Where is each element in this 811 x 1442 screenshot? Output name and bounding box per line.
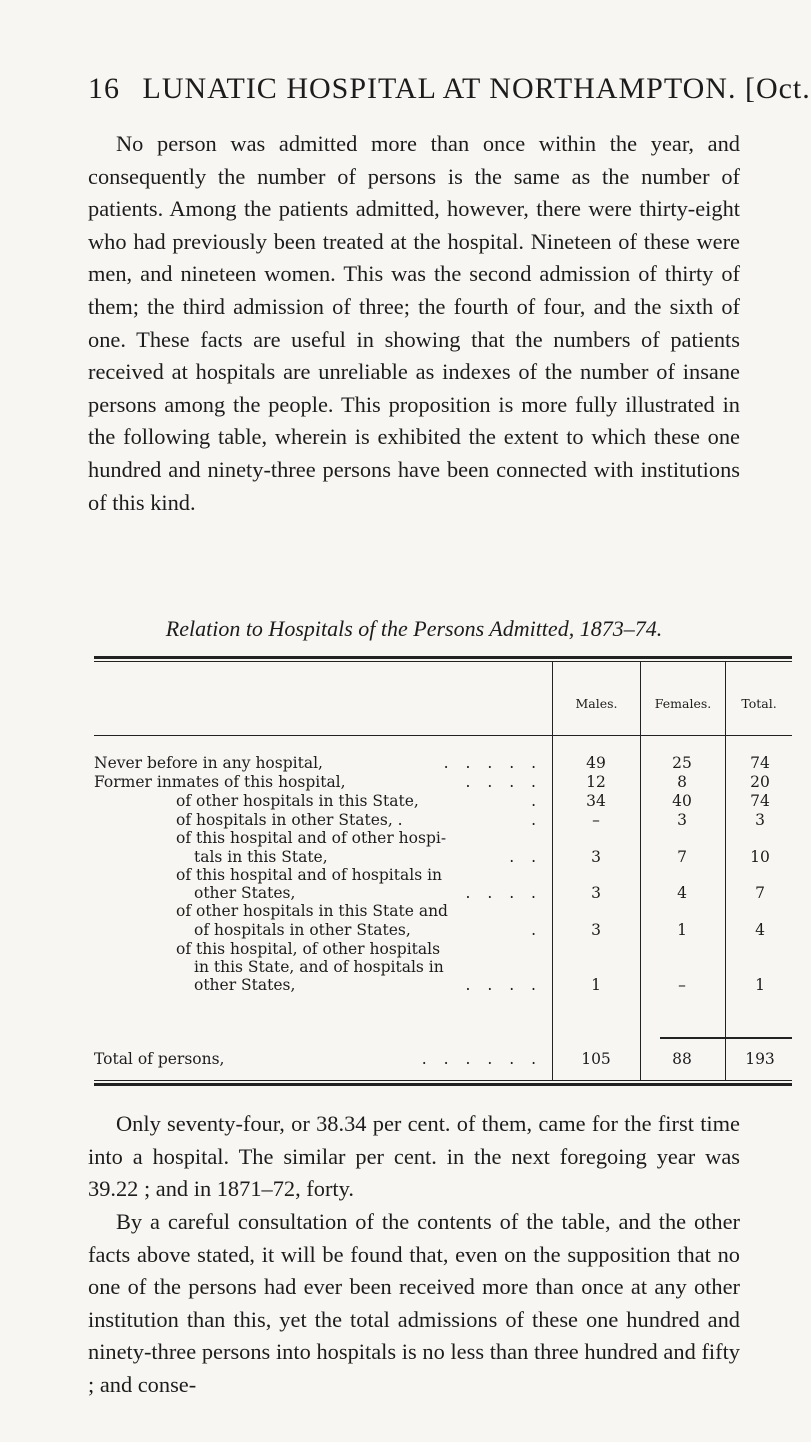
row-leader-dots: . . . . xyxy=(465,773,542,791)
column-header-females: Females. xyxy=(654,696,712,711)
total-males: 105 xyxy=(581,1050,611,1068)
cell-females: 1 xyxy=(677,921,687,939)
cell-total: 10 xyxy=(750,848,770,866)
row-leader-dots: . xyxy=(531,921,542,939)
row-label: of hospitals in other States, xyxy=(194,921,411,939)
row-label: of other hospitals in this State and xyxy=(176,902,448,920)
paragraph-intro: No person was admitted more than once within the year, and consequently the number of persons is the same as the number of patients. Among the patients admitted, however, there were thirty-eight who had previously been treated at the hospital. Nineteen of these were men, and nineteen women. This was the second admission of thirty of them; the third admission of three; the fourth of four, and the sixth of one. These facts are useful in showing that the numbers of patients received at hospitals are unreliable as indexes of the number of insane persons among the people. This proposition is more fully illustrated in the following table, wherein is exhibited the extent to which these one hundred and ninety-three persons have been connected with institutions of this kind. xyxy=(88,131,740,515)
cell-males: 34 xyxy=(586,792,606,810)
row-leader-dots: . . . . . xyxy=(443,754,542,772)
cell-females: 3 xyxy=(677,811,687,829)
total-total: 193 xyxy=(745,1050,775,1068)
cell-total: 74 xyxy=(750,754,770,772)
column-divider xyxy=(552,662,553,1080)
cell-females: 40 xyxy=(672,792,692,810)
top-rule-thin xyxy=(94,661,792,662)
cell-females: 4 xyxy=(677,884,687,902)
cell-total: 74 xyxy=(750,792,770,810)
paragraph-consultation: By a careful consultation of the contents of the table, and the other facts above stated, it will be found that, even on the supposition that no one of the persons had ever been received more than once at any other institution than this, yet the total admissions of these one hundred and ninety-three persons into hospitals is no less than three hundred and fifty ; and conse- xyxy=(88,1209,740,1397)
row-label: other States, xyxy=(194,884,296,902)
total-row-label: Total of persons, xyxy=(94,1050,225,1068)
cell-males: – xyxy=(592,811,600,829)
row-leader-dots: . xyxy=(531,811,542,829)
cell-total: 4 xyxy=(755,921,765,939)
total-females: 88 xyxy=(672,1050,692,1068)
row-label: of this hospital, of other hospitals xyxy=(176,940,441,958)
cell-males: 1 xyxy=(591,976,601,994)
relation-table xyxy=(94,656,792,1088)
column-divider xyxy=(640,662,641,1080)
cell-males: 3 xyxy=(591,884,601,902)
running-title: LUNATIC HOSPITAL AT NORTHAMPTON. xyxy=(142,72,737,105)
cell-total: 7 xyxy=(755,884,765,902)
cell-males: 49 xyxy=(586,754,606,772)
row-leader-dots: . . . . xyxy=(465,976,542,994)
cell-females: – xyxy=(678,976,686,994)
total-rule xyxy=(660,1037,792,1039)
cell-females: 8 xyxy=(677,773,687,791)
row-label: Former inmates of this hospital, xyxy=(94,773,346,791)
top-rule-thick xyxy=(94,656,792,659)
total-row-dots: . . . . . . xyxy=(421,1050,542,1068)
cell-males: 3 xyxy=(591,921,601,939)
cell-total: 1 xyxy=(755,976,765,994)
cell-females: 7 xyxy=(677,848,687,866)
row-leader-dots: . . xyxy=(509,848,542,866)
cell-males: 3 xyxy=(591,848,601,866)
table-caption: Relation to Hospitals of the Persons Admitted, 1873–74. xyxy=(165,616,663,641)
row-label: of this hospital and of hospitals in xyxy=(176,866,443,884)
cell-total: 3 xyxy=(755,811,765,829)
row-label: tals in this State, xyxy=(194,848,328,866)
row-leader-dots: . . . . xyxy=(465,884,542,902)
row-label: Never before in any hospital, xyxy=(94,754,323,772)
row-label: of hospitals in other States, . xyxy=(176,811,403,829)
cell-females: 25 xyxy=(672,754,692,772)
row-label: other States, xyxy=(194,976,296,994)
cell-total: 20 xyxy=(750,773,770,791)
header-rule xyxy=(94,735,792,736)
column-header-males: Males. xyxy=(575,696,618,711)
page-number: 16 xyxy=(88,72,120,105)
row-label: in this State, and of hospitals in xyxy=(194,958,444,976)
row-label: of other hospitals in this State, xyxy=(176,792,419,810)
row-label: of this hospital and of other hospi- xyxy=(176,829,447,847)
column-header-total: Total. xyxy=(741,696,777,711)
header-date: [Oct. xyxy=(744,72,811,105)
paragraph-percent: Only seventy-four, or 38.34 per cent. of them, came for the first time into a hospital. The similar per cent. in the next foregoing year was 39.22 ; and in 1871–72, forty. xyxy=(88,1111,740,1202)
row-leader-dots: . xyxy=(531,792,542,810)
cell-males: 12 xyxy=(586,773,606,791)
running-header xyxy=(88,72,811,106)
bottom-rule-thin xyxy=(94,1080,792,1081)
bottom-rule-thick xyxy=(94,1083,792,1086)
column-divider xyxy=(725,662,726,1080)
